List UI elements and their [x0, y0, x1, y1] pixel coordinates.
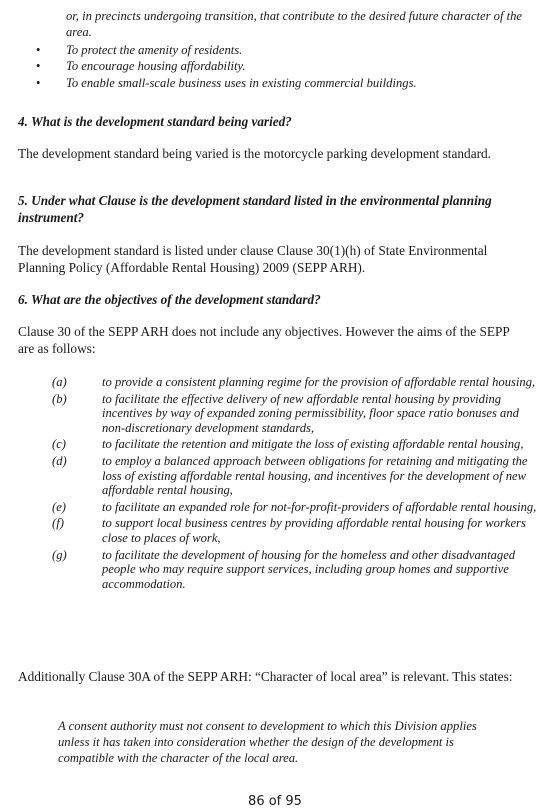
page-number: 86 of 95	[248, 794, 302, 809]
list-item	[18, 392, 538, 436]
bullet-icon: •	[36, 75, 41, 90]
list-item	[18, 454, 538, 498]
item-label: (g)	[52, 547, 67, 562]
objectives-bullet-list	[36, 42, 526, 91]
item-label: (f)	[52, 516, 64, 531]
bullet-icon: •	[36, 43, 41, 57]
list-item	[18, 516, 538, 545]
list-item	[36, 75, 526, 91]
question-6-heading: 6. What are the objectives of the development standard?	[18, 292, 321, 307]
question-4-answer: The development standard being varied is the motorcycle parking development standard.	[18, 146, 491, 161]
list-item	[18, 375, 538, 390]
bullet-text: To enable small-scale business uses in existing commercial buildings.	[66, 75, 417, 90]
intro-text: or, in precincts undergoing transition, that contribute to the desired future character of the area.	[66, 9, 523, 39]
bullet-icon: •	[36, 59, 41, 74]
list-item	[18, 500, 538, 515]
item-text: to facilitate the effective delivery of new affordable rental housing by providing incentives by way of expanded zoning permissibility, floor space ratio bonuses and non-discretionary development standards,	[102, 391, 519, 435]
item-label: (c)	[52, 437, 66, 452]
sepp-aims-list	[18, 375, 538, 591]
clause-30a-text: Additionally Clause 30A of the SEPP ARH: “Character of local area” is relevant. This states:	[18, 669, 513, 684]
item-label: (d)	[52, 453, 67, 468]
item-text: to support local business centres by providing affordable rental housing for workers close to places of work,	[102, 516, 526, 545]
item-label: (b)	[52, 391, 67, 406]
question-5-heading: 5. Under what Clause is the development standard listed in the environmental planning instrument?	[18, 193, 492, 225]
item-label: (a)	[52, 375, 67, 389]
list-item	[36, 58, 526, 74]
item-label: (e)	[52, 499, 66, 514]
item-text: to facilitate the retention and mitigate the loss of existing affordable rental housing,	[102, 437, 524, 452]
question-6-answer: Clause 30 of the SEPP ARH does not include any objectives. However the aims of the SEPP are as follows:	[18, 324, 510, 356]
item-text: to facilitate the development of housing for the homeless and other disadvantaged people who may require support services, including group homes and supportive accommodation.	[102, 547, 516, 591]
bullet-text: To protect the amenity of residents.	[66, 43, 243, 57]
list-item	[36, 42, 526, 58]
clause-30a-quote: A consent authority must not consent to development to which this Division applies unless it has taken into consideration whether the design of the development is compatible with the character of the local area.	[58, 719, 477, 765]
question-4-heading: 4. What is the development standard being varied?	[18, 114, 292, 129]
list-item	[18, 548, 538, 592]
bullet-text: To encourage housing affordability.	[66, 59, 246, 74]
item-text: to provide a consistent planning regime for the provision of affordable rental housing,	[102, 375, 536, 389]
list-item	[18, 437, 538, 452]
item-text: to facilitate an expanded role for not-for-profit-providers of affordable rental housing,	[102, 499, 537, 514]
question-5-answer: The development standard is listed under clause Clause 30(1)(h) of State Environmental Planning Policy (Affordable Rental Housing) 2009 (SEPP ARH).	[18, 243, 488, 275]
item-text: to employ a balanced approach between obligations for retaining and mitigating the loss of existing affordable rental housing, and incentives for the development of new affordable rental housing,	[102, 453, 528, 498]
